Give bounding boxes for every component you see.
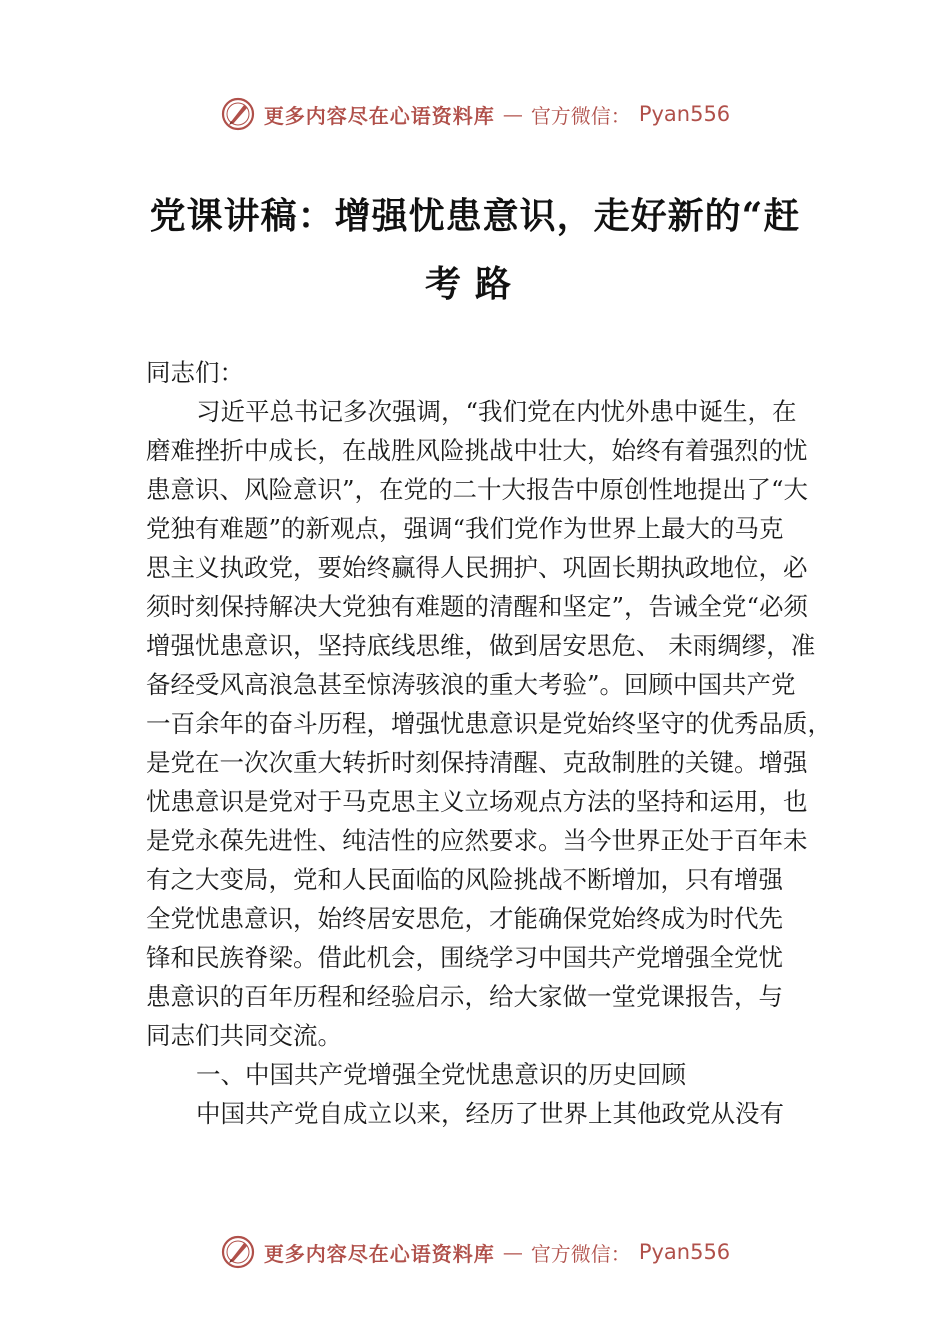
quill-pen-logo-icon: [220, 96, 256, 132]
header-brand-text: 更多内容尽在心语资料库: [263, 103, 495, 128]
quill-pen-logo-icon: [220, 1234, 256, 1270]
paragraph-line: 党独有难题”的新观点，强调“我们党作为世界上最大的马克: [146, 514, 784, 543]
footer-wechat-id: Pyan556: [638, 1240, 731, 1264]
paragraph-line: 思主义执政党，要始终赢得人民拥护、巩固长期执政地位，必: [146, 553, 808, 582]
paragraph-line: 中国共产党自成立以来，经历了世界上其他政党从没有: [196, 1099, 784, 1128]
header-banner: [0, 94, 950, 134]
footer-banner: [0, 1232, 950, 1272]
footer-brand-text: 更多内容尽在心语资料库: [263, 1241, 495, 1266]
paragraph-line: 锋和民族脊梁。借此机会，围绕学习中国共产党增强全党忧: [146, 943, 783, 972]
paragraph-line: 一百余年的奋斗历程，增强忧患意识是党始终坚守的优秀品质，: [146, 709, 832, 738]
section-heading: 一、中国共产党增强全党忧患意识的历史回顾: [196, 1060, 686, 1089]
header-wechat-id: Pyan556: [638, 102, 731, 126]
paragraph-line: 患意识、风险意识”，在党的二十大报告中原创性地提出了“大: [146, 475, 809, 504]
paragraph-line: 是党在一次次重大转折时刻保持清醒、克敌制胜的关键。增强: [146, 748, 808, 777]
header-separator: —: [502, 102, 523, 126]
paragraph-line: 习近平总书记多次强调，“我们党在内忧外患中诞生，在: [196, 397, 797, 426]
paragraph-line: 磨难挫折中成长，在战胜风险挑战中壮大，始终有着强烈的忧: [146, 436, 808, 465]
paragraph-line: 增强忧患意识，坚持底线思维，做到居安思危、 未雨绸缪，准: [146, 631, 816, 660]
paragraph-line: 同志们共同交流。: [146, 1021, 342, 1050]
paragraph-line: 备经受风高浪急甚至惊涛骇浪的重大考验”。回顾中国共产党: [146, 670, 796, 699]
paragraph-line: 是党永葆先进性、纯洁性的应然要求。当今世界正处于百年未: [146, 826, 808, 855]
header-wechat-label: 官方微信：: [530, 103, 631, 128]
paragraph-line: 忧患意识是党对于马克思主义立场观点方法的坚持和运用，也: [146, 787, 808, 816]
footer-separator: —: [502, 1240, 523, 1264]
paragraph-line: 须时刻保持解决大党独有难题的清醒和坚定”，告诫全党“必须: [146, 592, 809, 621]
paragraph-line: 全党忧患意识，始终居安思危，才能确保党始终成为时代先: [146, 904, 783, 933]
document-title-line-2: 考路: [424, 263, 525, 305]
salutation: 同志们：: [146, 358, 244, 387]
document-title-line-1: 党课讲稿：增强忧患意识，走好新的“赶: [149, 195, 801, 237]
paragraph-line: 有之大变局，党和人民面临的风险挑战不断增加，只有增强: [146, 865, 783, 894]
footer-wechat-label: 官方微信：: [530, 1241, 631, 1266]
paragraph-line: 患意识的百年历程和经验启示，给大家做一堂党课报告，与: [146, 982, 783, 1011]
